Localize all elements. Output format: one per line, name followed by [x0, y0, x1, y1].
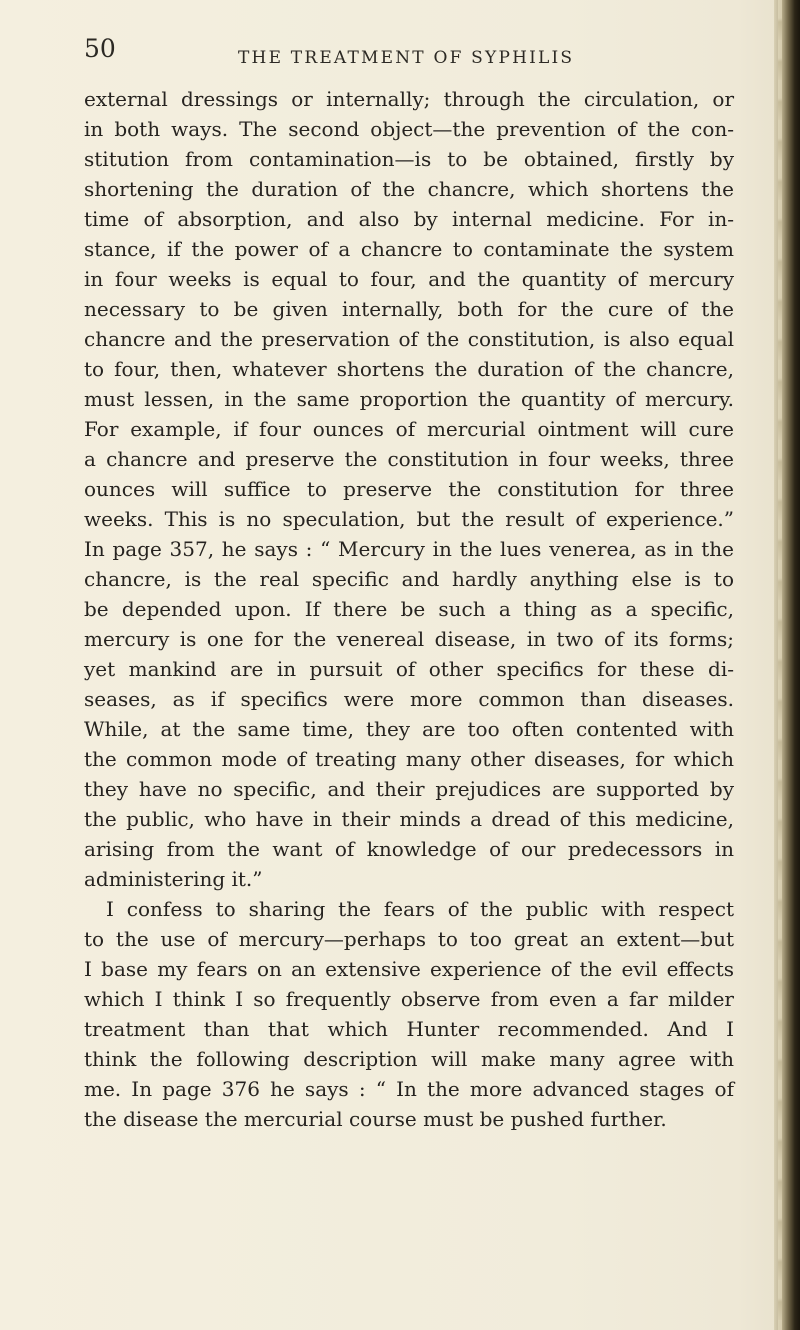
text-line: me. In page 376 he says : “ In the more advanced stages of [84, 1077, 734, 1101]
text-line: administering it.” [84, 867, 263, 891]
text-line: to the use of mercury—perhaps to too great an extent—but [84, 927, 734, 951]
text-line: stance, if the power of a chancre to contaminate the system [84, 237, 734, 261]
text-line: to four, then, whatever shortens the duration of the chancre, [84, 357, 734, 381]
text-line: in four weeks is equal to four, and the quantity of mercury [84, 267, 734, 291]
text-line: stitution from contamination—is to be obtained, firstly by [84, 147, 734, 171]
text-line: necessary to be given internally, both for the cure of the [84, 297, 734, 321]
text-line: be depended upon. If there be such a thing as a specific, [84, 597, 734, 621]
text-line: For example, if four ounces of mercurial ointment will cure [84, 417, 734, 441]
text-line: I base my fears on an extensive experience of the evil effects [84, 957, 734, 981]
text-line: yet mankind are in pursuit of other specifics for these di- [84, 657, 734, 681]
text-line: the public, who have in their minds a dread of this medicine, [84, 807, 734, 831]
text-line: think the following description will make many agree with [84, 1047, 734, 1071]
page-edge-texture [778, 0, 782, 1330]
running-head: THE TREATMENT OF SYPHILIS [238, 48, 575, 68]
text-line: the common mode of treating many other diseases, for which [84, 747, 734, 771]
text-line: I confess to sharing the fears of the public with respect [106, 897, 734, 921]
text-line: a chancre and preserve the constitution in four weeks, three [84, 447, 734, 471]
text-line: the disease the mercurial course must be pushed further. [84, 1107, 667, 1131]
text-line: weeks. This is no speculation, but the result of experience.” [84, 507, 734, 531]
text-line: ounces will suffice to preserve the constitution for three [84, 477, 734, 501]
text-line: chancre, is the real specific and hardly anything else is to [84, 567, 734, 591]
page-header [84, 34, 724, 72]
body-text [84, 84, 734, 1134]
text-line: time of absorption, and also by internal medicine. For in- [84, 207, 734, 231]
text-line: in both ways. The second object—the prevention of the con- [84, 117, 734, 141]
text-line: which I think I so frequently observe from even a far milder [84, 987, 734, 1011]
text-line: treatment than that which Hunter recommended. And I [84, 1017, 734, 1041]
text-line: seases, as if specifics were more common than diseases. [84, 687, 734, 711]
text-line: chancre and the preservation of the constitution, is also equal [84, 327, 734, 351]
text-line: external dressings or internally; through the circulation, or [84, 87, 734, 111]
text-line: arising from the want of knowledge of our predecessors in [84, 837, 734, 861]
text-line: In page 357, he says : “ Mercury in the lues venerea, as in the [84, 537, 734, 561]
text-line: they have no specific, and their prejudices are supported by [84, 777, 734, 801]
page-number: 50 [84, 34, 116, 63]
text-line: mercury is one for the venereal disease, in two of its forms; [84, 627, 734, 651]
text-line: shortening the duration of the chancre, which shortens the [84, 177, 734, 201]
text-line: must lessen, in the same proportion the quantity of mercury. [84, 387, 734, 411]
text-line: While, at the same time, they are too often contented with [84, 717, 734, 741]
